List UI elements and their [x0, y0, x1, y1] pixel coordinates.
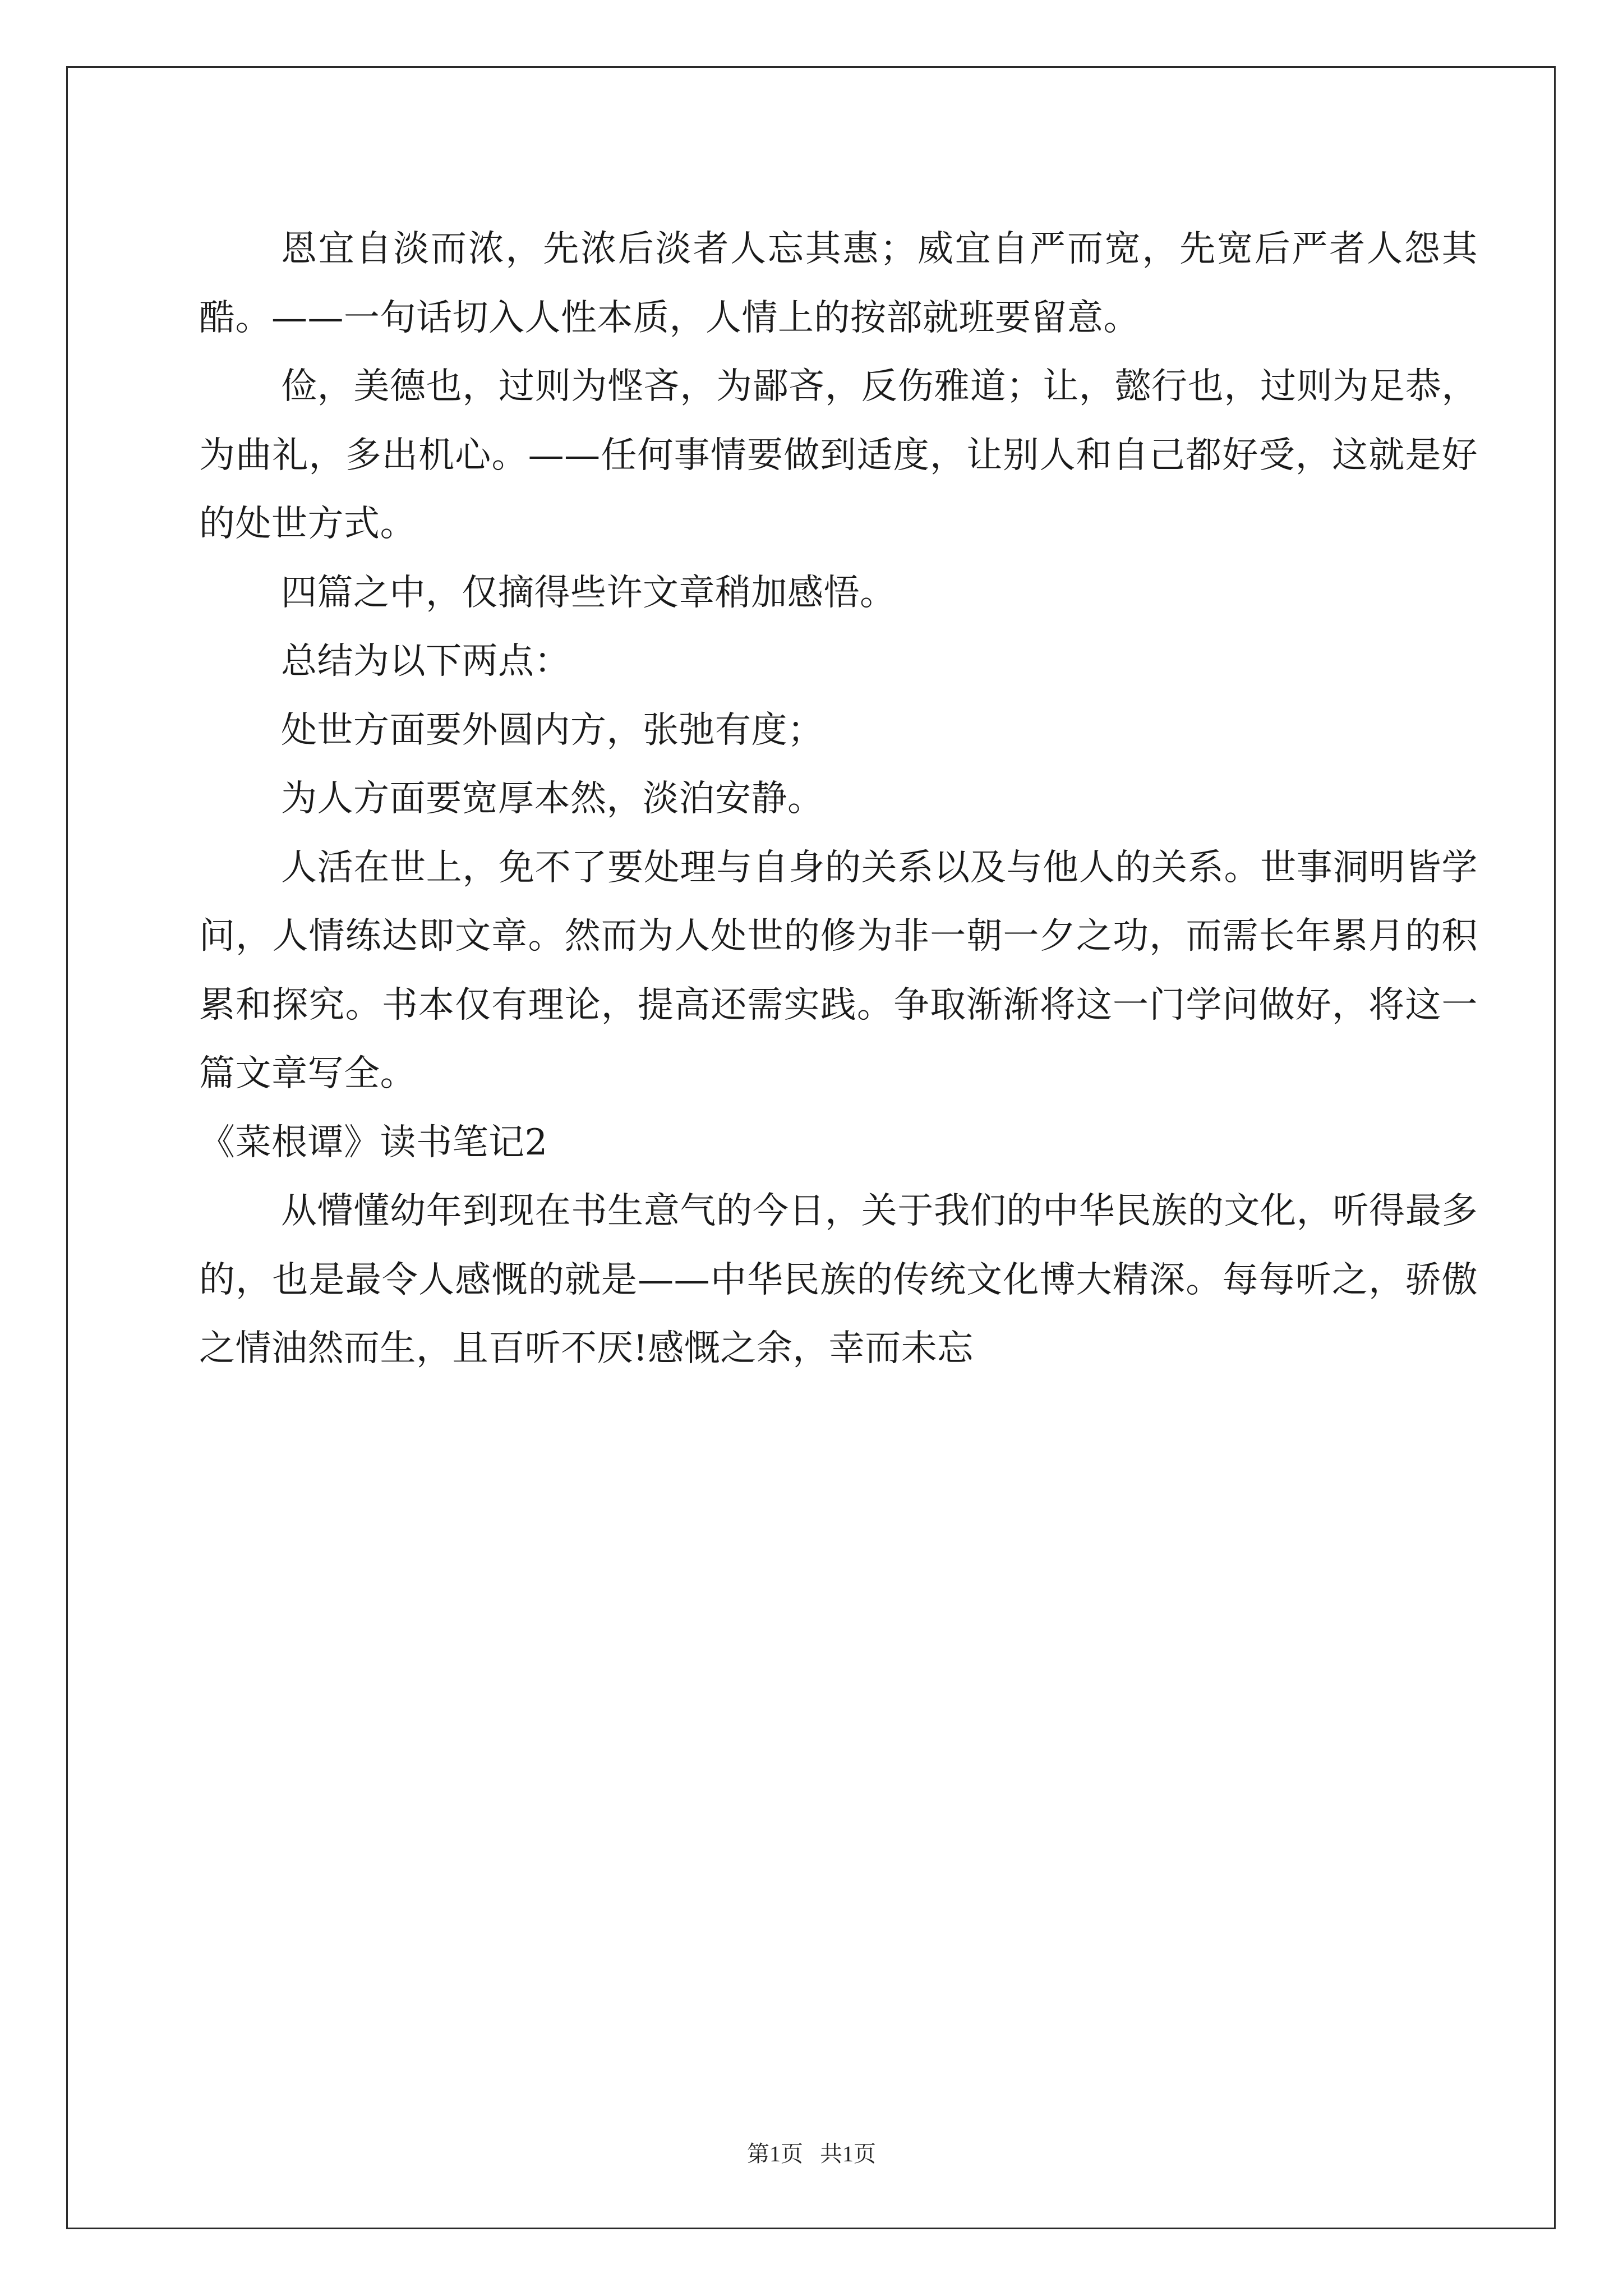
paragraph-2: 俭，美德也，过则为悭吝，为鄙吝，反伤雅道；让，懿行也，过则为足恭，为曲礼，多出机心。——任何事情要做到适度，让别人和自己都好受，这就是好的处世方式。	[199, 366, 1478, 545]
paragraph-7: 人活在世上，免不了要处理与自身的关系以及与他人的关系。世事洞明皆学问，人情练达即文章。然而为人处世的修为非一朝一夕之功，而需长年累月的积累和探究。书本仅有理论，提高还需实践。争取渐渐将这一门学问做好，将这一篇文章写全。	[199, 846, 1478, 1094]
page-number: 第1页	[747, 2141, 803, 2166]
page-footer	[0, 2136, 1623, 2168]
document-body	[199, 215, 1478, 1383]
paragraph-4: 总结为以下两点：	[281, 641, 570, 682]
page-total: 共1页	[820, 2141, 876, 2166]
paragraph-6: 为人方面要宽厚本然，淡泊安静。	[281, 778, 824, 820]
paragraph-3: 四篇之中，仅摘得些许文章稍加感悟。	[281, 572, 896, 614]
paragraph-1: 恩宜自淡而浓，先浓后淡者人忘其惠；威宜自严而宽，先宽后严者人怨其酷。——一句话切入人性本质，人情上的按部就班要留意。	[199, 228, 1478, 339]
paragraph-5: 处世方面要外圆内方，张弛有度；	[281, 709, 824, 751]
section-heading: 《菜根谭》读书笔记2	[199, 1121, 548, 1163]
paragraph-8: 从懵懂幼年到现在书生意气的今日，关于我们的中华民族的文化，听得最多的，也是最令人感慨的就是——中华民族的传统文化博大精深。每每听之，骄傲之情油然而生，且百听不厌!感慨之余，幸而未忘	[199, 1190, 1478, 1369]
